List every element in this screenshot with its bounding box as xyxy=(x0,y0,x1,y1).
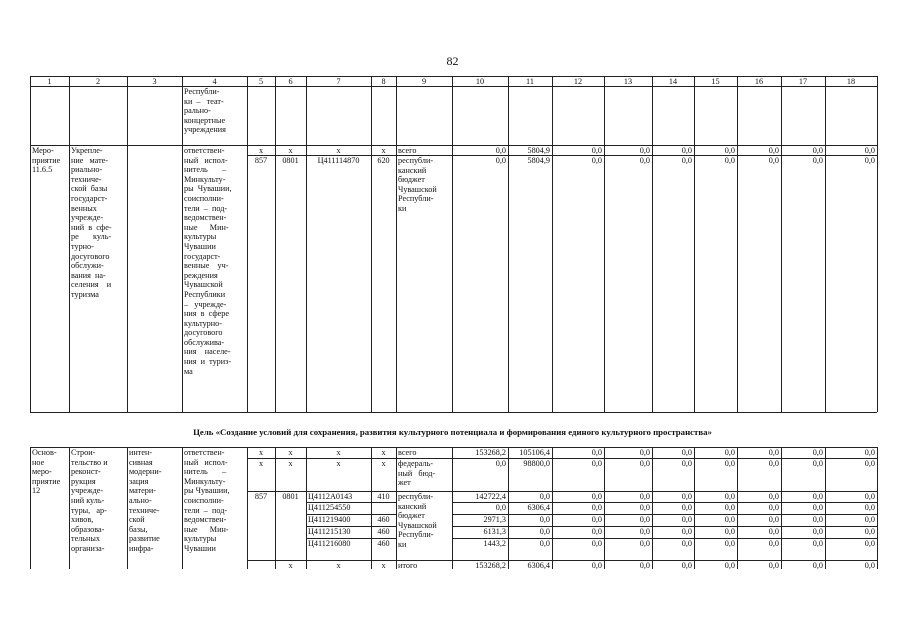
grid-line xyxy=(508,447,509,569)
table-cell: x xyxy=(288,561,293,570)
table-cell: x xyxy=(381,459,386,468)
table-cell: x xyxy=(381,561,386,570)
grid-line xyxy=(371,76,372,86)
column-header: 15 xyxy=(711,76,720,86)
cell-amount: 0,0 xyxy=(812,156,823,165)
cell-funding-source: федераль- ный бюд- жет xyxy=(398,459,436,488)
cell-amount: 0,0 xyxy=(591,459,602,468)
cell-amount: 0,0 xyxy=(591,156,602,165)
cell-funding-source: республи- канский бюджет Чувашской Республи- ки xyxy=(398,156,437,213)
cell-amount: 0,0 xyxy=(864,561,875,570)
cell-funding-source: всего xyxy=(398,146,417,155)
cell-amount: 0,0 xyxy=(812,448,823,457)
column-header: 16 xyxy=(754,76,764,86)
cell-amount: 0,0 xyxy=(681,492,692,501)
table-cell: 460 xyxy=(377,527,390,536)
cell-amount: 142722,4 xyxy=(475,492,506,501)
cell-amount: 0,0 xyxy=(681,539,692,548)
cell-amount: 0,0 xyxy=(724,459,735,468)
grid-line xyxy=(30,86,877,87)
cell-amount: 6131,3 xyxy=(483,527,506,536)
cell-main-measure-title: Строи- тельство и реконст- рукция учрежде- ний куль- туры, ар- хивов, образова- тельных организа- xyxy=(71,448,108,553)
table-cell: x xyxy=(336,459,341,468)
column-header: 9 xyxy=(421,76,427,86)
cell-amount: 0,0 xyxy=(768,492,779,501)
cell-amount: 153268,2 xyxy=(475,561,506,570)
cell-amount: 0,0 xyxy=(681,515,692,524)
cell-amount: 0,0 xyxy=(812,492,823,501)
cell-amount: 0,0 xyxy=(639,539,650,548)
cell-amount: 0,0 xyxy=(864,492,875,501)
table-cell: 857 xyxy=(254,492,268,501)
cell-amount: 0,0 xyxy=(768,156,779,165)
grid-line xyxy=(877,86,878,412)
table-cell: Ц411114870 xyxy=(317,156,360,165)
cell-funding-source: всего xyxy=(398,448,417,457)
grid-line xyxy=(877,76,878,86)
grid-line xyxy=(275,447,276,569)
table-cell: x xyxy=(288,448,293,457)
cell-amount: 0,0 xyxy=(639,156,650,165)
column-header: 10 xyxy=(475,76,485,86)
cell-main-measure-number: Основ- ное меро- приятие 12 xyxy=(32,448,61,496)
cell-responsible-theatre: Республи- ки – теат- рально- концертные учреждения xyxy=(184,87,226,135)
cell-amount: 0,0 xyxy=(591,539,602,548)
cell-amount: 153268,2 xyxy=(475,448,506,457)
cell-amount: 0,0 xyxy=(864,515,875,524)
grid-line xyxy=(127,447,128,569)
cell-amount: 0,0 xyxy=(724,156,735,165)
cell-amount: 0,0 xyxy=(639,561,650,570)
column-header: 3 xyxy=(152,76,157,86)
grid-line xyxy=(737,76,738,86)
grid-line xyxy=(825,86,826,412)
cell-amount: 0,0 xyxy=(724,503,735,512)
column-header: 17 xyxy=(798,76,808,86)
cell-amount: 0,0 xyxy=(495,146,506,155)
cell-amount: 0,0 xyxy=(681,146,692,155)
cell-amount: 0,0 xyxy=(812,527,823,536)
cell-amount: 0,0 xyxy=(591,503,602,512)
grid-line xyxy=(737,447,738,569)
grid-line xyxy=(182,447,183,569)
column-header: 13 xyxy=(623,76,633,86)
cell-amount: 0,0 xyxy=(681,156,692,165)
cell-expected-result: интен- сивная модерни- зация матери- ально- техниче- ской базы, развитие инфра- xyxy=(129,448,162,553)
table-cell: 0801 xyxy=(282,492,299,501)
grid-line xyxy=(604,86,605,412)
cell-amount: 0,0 xyxy=(639,503,650,512)
cell-amount: 0,0 xyxy=(724,492,735,501)
grid-line xyxy=(781,447,782,569)
cell-amount: 0,0 xyxy=(639,527,650,536)
cell-responsible-executor: ответствен- ный испол- нитель – Минкульту- ры Чувашии, соисполни- тели – под- ведомствен- ные Мин- культуры Чувашии государст- венные уч- реждения Чувашской Республики – учрежде- ния в сфере культурно- досугового обслужива- ния населе- ния и туриз- ма xyxy=(184,146,232,376)
cell-budget-code: Ц411216080 xyxy=(308,539,351,548)
cell-amount: 0,0 xyxy=(812,459,823,468)
table-cell: x xyxy=(258,146,264,155)
cell-amount: 0,0 xyxy=(681,448,692,457)
grid-line xyxy=(396,76,397,86)
cell-amount: 0,0 xyxy=(639,146,650,155)
cell-responsible-executor: ответствен- ный испол- нитель – Минкульту- ры Чувашии, соисполни- тели – под- ведомствен- ные Мин- культуры Чувашии xyxy=(184,448,230,553)
grid-line xyxy=(30,76,31,86)
cell-amount: 0,0 xyxy=(591,527,602,536)
grid-line xyxy=(306,86,307,412)
table-cell: 0801 xyxy=(282,156,299,165)
cell-budget-code: Ц411254550 xyxy=(308,503,351,512)
grid-line xyxy=(127,76,128,86)
column-header: 8 xyxy=(381,76,386,86)
cell-amount: 0,0 xyxy=(591,146,602,155)
cell-amount: 0,0 xyxy=(812,515,823,524)
grid-line xyxy=(652,86,653,412)
grid-line xyxy=(182,86,183,412)
cell-funding-source: республи- канский бюджет Чувашской Республи- ки xyxy=(398,492,437,549)
cell-budget-code: Ц411219400 xyxy=(308,515,351,524)
grid-line xyxy=(552,86,553,412)
cell-amount: 0,0 xyxy=(768,146,779,155)
cell-amount: 0,0 xyxy=(864,527,875,536)
cell-amount: 2971,3 xyxy=(483,515,506,524)
column-header: 14 xyxy=(668,76,678,86)
grid-line xyxy=(69,86,70,412)
table-cell: x xyxy=(288,146,293,155)
cell-amount: 0,0 xyxy=(591,515,602,524)
grid-line xyxy=(247,86,248,412)
page-number: 82 xyxy=(446,54,459,68)
column-header: 12 xyxy=(573,76,583,86)
grid-line xyxy=(247,76,248,86)
cell-amount: 0,0 xyxy=(591,492,602,501)
column-header: 11 xyxy=(526,76,534,86)
cell-amount: 0,0 xyxy=(539,527,550,536)
cell-amount: 0,0 xyxy=(864,539,875,548)
cell-amount: 0,0 xyxy=(539,515,550,524)
cell-amount: 98800,0 xyxy=(523,459,550,468)
grid-line xyxy=(781,86,782,412)
cell-amount: 0,0 xyxy=(495,156,506,165)
cell-amount: 0,0 xyxy=(864,459,875,468)
cell-amount: 5804,9 xyxy=(527,146,550,155)
table-cell: 857 xyxy=(254,156,268,165)
column-header: 1 xyxy=(47,76,52,86)
cell-amount: 0,0 xyxy=(639,515,650,524)
cell-amount: 0,0 xyxy=(724,448,735,457)
cell-amount: 0,0 xyxy=(639,459,650,468)
grid-line xyxy=(396,447,397,569)
column-header: 18 xyxy=(846,76,856,86)
grid-line xyxy=(452,76,453,86)
goal-heading: Цель «Создание условий для сохранения, развития культурного потенциала и формирования единого культурного пространства» xyxy=(193,427,712,437)
grid-line xyxy=(825,447,826,569)
table-cell: 620 xyxy=(377,156,390,165)
grid-line xyxy=(508,76,509,86)
cell-amount: 0,0 xyxy=(681,527,692,536)
cell-amount: 0,0 xyxy=(681,459,692,468)
grid-line xyxy=(306,76,307,86)
grid-line xyxy=(396,86,397,412)
grid-line xyxy=(247,447,248,569)
cell-amount: 0,0 xyxy=(812,539,823,548)
table-cell: x xyxy=(381,448,386,457)
cell-amount: 0,0 xyxy=(768,515,779,524)
grid-line xyxy=(737,86,738,412)
table-cell: 460 xyxy=(377,539,390,548)
grid-line xyxy=(694,76,695,86)
grid-line xyxy=(275,86,276,412)
column-header: 4 xyxy=(212,76,217,86)
column-header: 2 xyxy=(95,76,101,86)
cell-measure-number: Меро- приятие 11.6.5 xyxy=(32,146,61,175)
cell-amount: 0,0 xyxy=(864,156,875,165)
cell-amount: 0,0 xyxy=(639,492,650,501)
grid-line xyxy=(30,86,31,412)
cell-amount: 0,0 xyxy=(539,539,550,548)
grid-line xyxy=(652,76,653,86)
cell-amount: 0,0 xyxy=(724,561,735,570)
table-cell: x xyxy=(336,146,341,155)
cell-amount: 0,0 xyxy=(864,503,875,512)
cell-amount: 0,0 xyxy=(768,527,779,536)
cell-amount: 0,0 xyxy=(768,448,779,457)
table-cell: x xyxy=(336,561,341,570)
cell-measure-title: Укрепле- ние мате- риально- техниче- ской базы государст- венных учрежде- ний в сфе- ре куль- турно- досугового обслужи- вания на- селения и туризма xyxy=(71,146,112,299)
grid-line xyxy=(877,447,878,569)
cell-amount: 0,0 xyxy=(681,503,692,512)
grid-line xyxy=(781,76,782,86)
table-cell: x xyxy=(381,146,386,155)
cell-amount: 105106,4 xyxy=(519,448,550,457)
grid-line xyxy=(371,447,372,569)
cell-amount: 0,0 xyxy=(495,503,506,512)
grid-line xyxy=(30,412,877,413)
cell-amount: 6306,4 xyxy=(527,561,550,570)
cell-amount: 5804,9 xyxy=(527,156,550,165)
cell-amount: 0,0 xyxy=(495,459,506,468)
cell-amount: 0,0 xyxy=(812,503,823,512)
cell-amount: 0,0 xyxy=(768,459,779,468)
table-cell: x xyxy=(258,459,264,468)
cell-amount: 0,0 xyxy=(724,146,735,155)
grid-line xyxy=(182,76,183,86)
table-cell: 410 xyxy=(377,492,390,501)
cell-amount: 0,0 xyxy=(768,503,779,512)
cell-budget-code: Ц411215130 xyxy=(308,527,351,536)
table-cell: x xyxy=(288,459,293,468)
grid-line xyxy=(604,447,605,569)
table-cell: x xyxy=(336,448,341,457)
grid-line xyxy=(694,447,695,569)
grid-line xyxy=(694,86,695,412)
column-header: 6 xyxy=(288,76,293,86)
cell-amount: 0,0 xyxy=(591,561,602,570)
cell-amount: 0,0 xyxy=(724,539,735,548)
grid-line xyxy=(371,86,372,412)
cell-amount: 0,0 xyxy=(724,527,735,536)
cell-amount: 0,0 xyxy=(539,492,550,501)
grid-line xyxy=(452,86,453,412)
grid-line xyxy=(127,86,128,412)
cell-funding-source: итого xyxy=(398,561,418,570)
grid-line xyxy=(30,447,31,569)
cell-amount: 0,0 xyxy=(591,448,602,457)
cell-amount: 6306,4 xyxy=(527,503,550,512)
grid-line xyxy=(508,86,509,412)
cell-amount: 0,0 xyxy=(681,561,692,570)
grid-line xyxy=(604,76,605,86)
grid-line xyxy=(306,447,307,569)
cell-amount: 0,0 xyxy=(768,539,779,548)
grid-line xyxy=(275,76,276,86)
grid-line xyxy=(552,447,553,569)
grid-line xyxy=(69,76,70,86)
cell-amount: 0,0 xyxy=(639,448,650,457)
grid-line xyxy=(825,76,826,86)
table-cell: 460 xyxy=(377,515,390,524)
cell-amount: 0,0 xyxy=(724,515,735,524)
table-cell: x xyxy=(258,448,264,457)
cell-amount: 1443,2 xyxy=(483,539,506,548)
cell-amount: 0,0 xyxy=(812,146,823,155)
grid-line xyxy=(452,447,453,569)
column-header: 5 xyxy=(258,76,264,86)
grid-line xyxy=(69,447,70,569)
grid-line xyxy=(552,76,553,86)
grid-line xyxy=(652,447,653,569)
cell-amount: 0,0 xyxy=(864,448,875,457)
cell-amount: 0,0 xyxy=(812,561,823,570)
cell-budget-code: Ц4112А0143 xyxy=(308,492,353,501)
cell-amount: 0,0 xyxy=(768,561,779,570)
column-header: 7 xyxy=(336,76,341,86)
cell-amount: 0,0 xyxy=(864,146,875,155)
